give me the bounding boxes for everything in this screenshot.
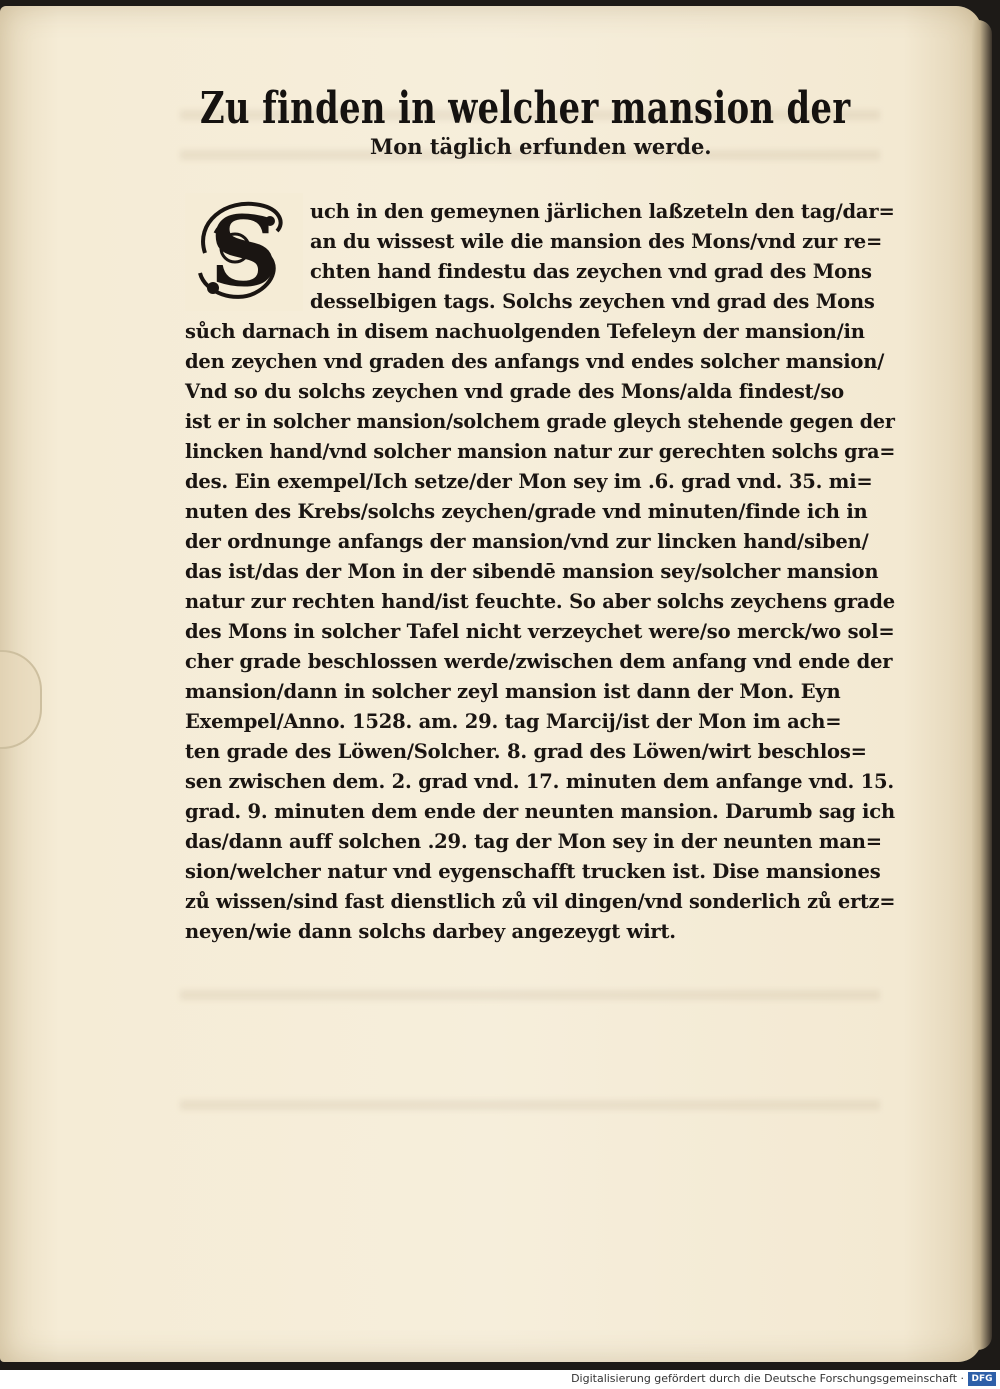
- text-line: neyen/wie dann solchs darbey angezeygt wirt.: [185, 920, 676, 943]
- text-line: desselbigen tags. Solchs zeychen vnd grad des Mons: [310, 290, 875, 313]
- text-line: der ordnunge anfangs der mansion/vnd zur lincken hand/siben/: [185, 530, 869, 553]
- text-line: Vnd so du solchs zeychen vnd grade des Mons/alda findest/so: [185, 380, 844, 403]
- text-line: den zeychen vnd graden des anfangs vnd endes solcher mansion/: [185, 350, 885, 373]
- dfg-logo: DFG: [968, 1372, 996, 1386]
- text-line: ist er in solcher mansion/solchem grade gleych stehende gegen der: [185, 410, 895, 433]
- text-line: cher grade beschlossen werde/zwischen dem anfang vnd ende der: [185, 650, 893, 673]
- text-line: an du wissest wile die mansion des Mons/vnd zur re=: [310, 230, 883, 253]
- text-line: natur zur rechten hand/ist feuchte. So aber solchs zeychens grade: [185, 590, 895, 613]
- text-line: sen zwischen dem. 2. grad vnd. 17. minuten dem anfange vnd. 15.: [185, 770, 894, 793]
- text-line: des. Ein exempel/Ich setze/der Mon sey im .6. grad vnd. 35. mi=: [185, 470, 873, 493]
- text-line: das/dann auff solchen .29. tag der Mon sey in der neunten man=: [185, 830, 882, 853]
- text-line: des Mons in solcher Tafel nicht verzeychet were/so merck/wo sol=: [185, 620, 895, 643]
- text-line: uch in den gemeynen järlichen laßzeteln den tag/dar=: [310, 200, 895, 223]
- text-line: Exempel/Anno. 1528. am. 29. tag Marcij/ist der Mon im ach=: [185, 710, 842, 733]
- page-subheading: Mon täglich erfunden werde.: [370, 134, 712, 159]
- text-line: mansion/dann in solcher zeyl mansion ist dann der Mon. Eyn: [185, 680, 841, 703]
- text-line: ten grade des Löwen/Solcher. 8. grad des Löwen/wirt beschlos=: [185, 740, 867, 763]
- text-line: das ist/das der Mon in der sibendē mansion sey/solcher mansion: [185, 560, 879, 583]
- text-line: nuten des Krebs/solchs zeychen/grade vnd minuten/finde ich in: [185, 500, 868, 523]
- text-line: zů wissen/sind fast dienstlich zů vil dingen/vnd sonderlich zů ertz=: [185, 890, 896, 913]
- initial-glyph: S: [209, 195, 279, 308]
- text-line: chten hand findestu das zeychen vnd grad des Mons: [310, 260, 872, 283]
- text-line: sůch darnach in disem nachuolgenden Tefeleyn der mansion/in: [185, 320, 865, 343]
- funding-credit: Digitalisierung gefördert durch die Deutsche Forschungsgemeinschaft ·: [571, 1372, 964, 1385]
- page-heading: Zu finden in welcher mansion der: [200, 83, 851, 134]
- bleed-through-mark: [180, 1100, 880, 1110]
- text-line: grad. 9. minuten dem ende der neunten mansion. Darumb sag ich: [185, 800, 895, 823]
- text-line: sion/welcher natur vnd eygenschafft trucken ist. Dise mansiones: [185, 860, 881, 883]
- text-line: lincken hand/vnd solcher mansion natur zur gerechten solchs gra=: [185, 440, 896, 463]
